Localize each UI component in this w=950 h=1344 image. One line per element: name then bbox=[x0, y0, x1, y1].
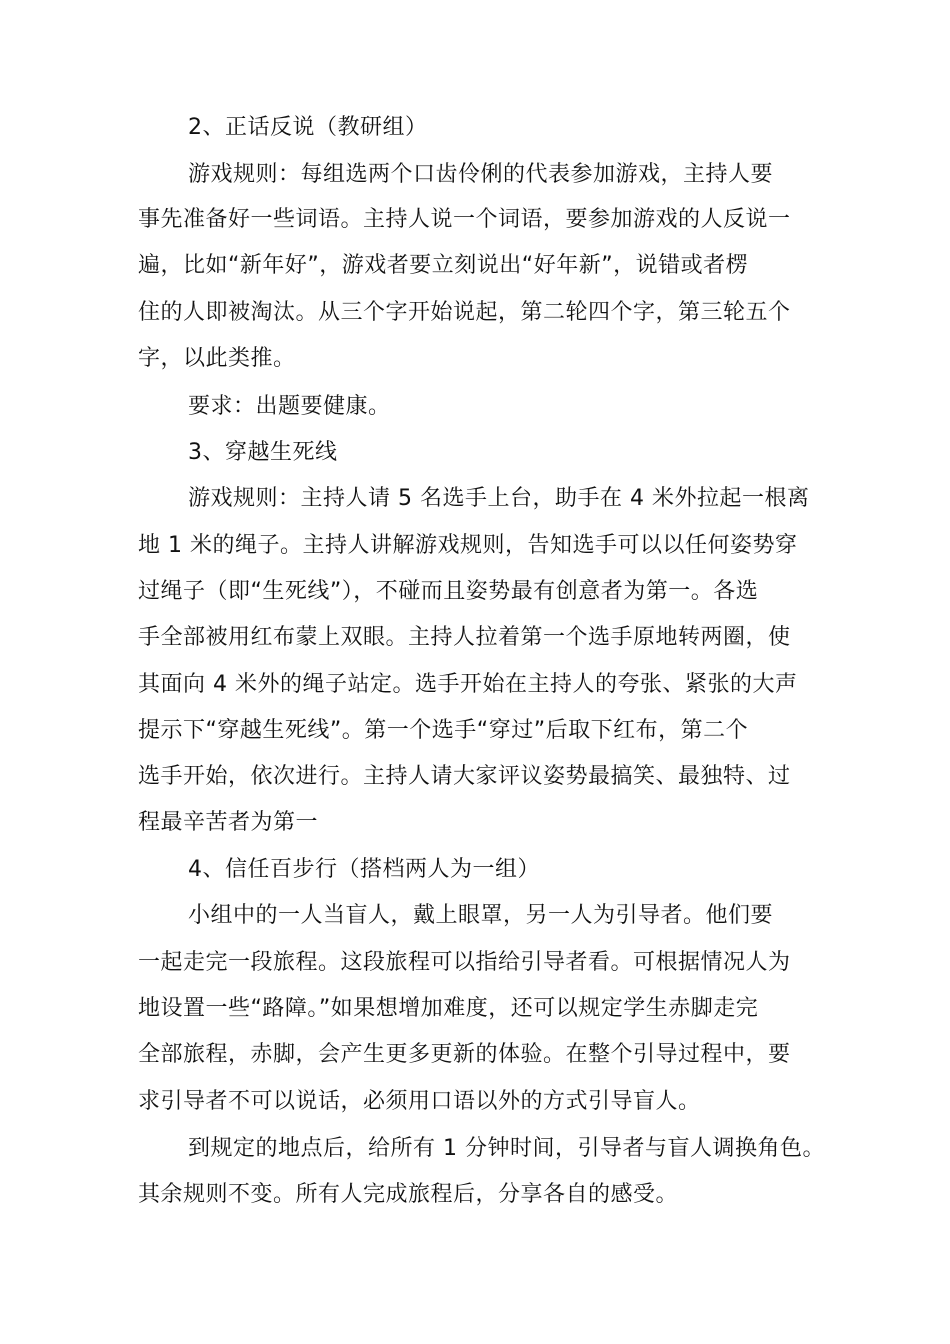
paragraph-line: 其面向 4 米外的绳子站定。选手开始在主持人的夸张、紧张的大声 bbox=[138, 672, 798, 697]
paragraph-line: 游戏规则：主持人请 5 名选手上台，助手在 4 米外拉起一根离 bbox=[188, 486, 810, 511]
paragraph-line: 提示下“穿越生死线”。第一个选手“穿过”后取下红布，第二个 bbox=[138, 718, 749, 743]
paragraph-line: 手全部被用红布蒙上双眼。主持人拉着第一个选手原地转两圈，使 bbox=[138, 625, 791, 650]
paragraph-line: 住的人即被淘汰。从三个字开始说起，第二轮四个字，第三轮五个 bbox=[138, 300, 791, 325]
paragraph-line: 过绳子（即“生死线”），不碰而且姿势最有创意者为第一。各选 bbox=[138, 579, 759, 604]
section-heading-4: 4、信任百步行（搭档两人为一组） bbox=[188, 857, 540, 882]
paragraph-line: 程最辛苦者为第一 bbox=[138, 810, 319, 835]
paragraph-line: 字，以此类推。 bbox=[138, 346, 296, 371]
paragraph-line: 游戏规则：每组选两个口齿伶俐的代表参加游戏，主持人要 bbox=[188, 162, 774, 187]
paragraph-line: 全部旅程，赤脚，会产生更多更新的体验。在整个引导过程中，要 bbox=[138, 1042, 791, 1067]
paragraph-line: 小组中的一人当盲人，戴上眼罩，另一人为引导者。他们要 bbox=[188, 903, 774, 928]
section-heading-3: 3、穿越生死线 bbox=[188, 440, 338, 465]
paragraph-line: 选手开始，依次进行。主持人请大家评议姿势最搞笑、最独特、过 bbox=[138, 764, 791, 789]
paragraph-line: 事先准备好一些词语。主持人说一个词语，要参加游戏的人反说一 bbox=[138, 207, 791, 232]
paragraph-line: 地设置一些“路障。”如果想增加难度，还可以规定学生赤脚走完 bbox=[138, 996, 759, 1021]
paragraph-line: 一起走完一段旅程。这段旅程可以指给引导者看。可根据情况人为 bbox=[138, 950, 791, 975]
paragraph-line: 地 1 米的绳子。主持人讲解游戏规则，告知选手可以以任何姿势穿 bbox=[138, 533, 798, 558]
paragraph-line: 遍，比如“新年好”，游戏者要立刻说出“好年新”，说错或者楞 bbox=[138, 253, 749, 278]
paragraph-line: 其余规则不变。所有人完成旅程后，分享各自的感受。 bbox=[138, 1182, 679, 1207]
paragraph-line: 求引导者不可以说话，必须用口语以外的方式引导盲人。 bbox=[138, 1089, 701, 1114]
paragraph-line: 要求：出题要健康。 bbox=[188, 394, 391, 419]
paragraph-line: 到规定的地点后，给所有 1 分钟时间，引导者与盲人调换角色。 bbox=[188, 1136, 825, 1161]
section-heading-2: 2、正话反说（教研组） bbox=[188, 115, 428, 140]
